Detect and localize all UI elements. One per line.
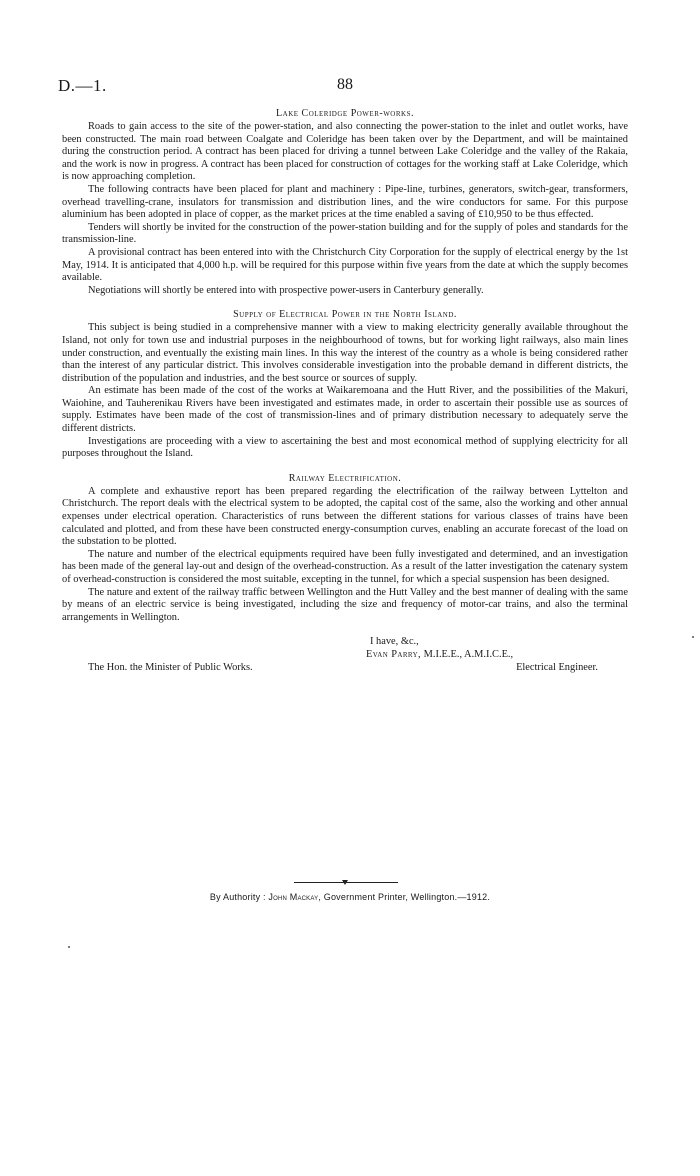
page-number: 88 bbox=[337, 76, 353, 93]
signature-title: Electrical Engineer. bbox=[516, 662, 598, 674]
section-heading: Supply of Electrical Power in the North Island. bbox=[233, 309, 457, 321]
signature-name: Evan Parry, bbox=[366, 649, 422, 661]
paragraph: An estimate has been made of the cost of the works at Waikaremoana and the Hutt River, and the possibilities of the Makuri, Waiohine, and Tauherenikau Rivers have been investigated and estimates made, in order to ascertain their possible use as sources of supply. Estimates have been made of the cost of transmission-lines and of primary distribution necessary to adequately serve the different districts. bbox=[62, 385, 628, 435]
section-heading: Railway Electrification. bbox=[288, 472, 402, 484]
document-code: D.—1. bbox=[58, 76, 107, 95]
paragraph: Roads to gain access to the site of the power-station, and also connecting the power-station to the inlet and outlet works, have been constructed. The main road between Coalgate and Coleridge has been taken over by the Department, and will be maintained during the construction period. A contract has been placed for driving a tunnel between Lake Coleridge and the valley of the Rakaia, and the work is now in progress. A contract has been placed for construction of cottages for the working staff at Lake Coleridge, which is now approaching completion. bbox=[62, 121, 628, 183]
section-lake-coleridge bbox=[62, 108, 628, 297]
paragraph: Investigations are proceeding with a view to ascertaining the best and most economical method of supplying electricity for all purposes throughout the Island. bbox=[62, 435, 628, 460]
printer-rule-ornament bbox=[294, 880, 398, 886]
paragraph: The nature and number of the electrical equipments required have been fully investigated and determined, and an investigation has been made of the general lay-out and design of the overhead-construction. As a result of the latter investigation the catenary system of overhead-construction is considered the most suitable, excepting in the tunnel, for which a special suspension has been designed. bbox=[62, 548, 628, 585]
imprint-printer-name: John Mackay, bbox=[268, 892, 322, 902]
signature-credentials: M.I.E.E., A.M.I.C.E., bbox=[423, 649, 514, 661]
scan-speck bbox=[692, 636, 694, 638]
section-railway-electrification bbox=[62, 473, 628, 625]
paragraph: Tenders will shortly be invited for the construction of the power-station building and for the supply of poles and standards for the transmission-line. bbox=[62, 221, 628, 246]
paragraph: Negotiations will shortly be entered into with prospective power-users in Canterbury generally. bbox=[88, 284, 484, 296]
document-page bbox=[58, 72, 628, 692]
recipient: The Hon. the Minister of Public Works. bbox=[88, 662, 253, 674]
paragraph: A provisional contract has been entered into with the Christchurch City Corporation for the supply of electrical energy by the 1st May, 1914. It is anticipated that 4,000 h.p. will be required for this purpose within five years from the date at which the supply becomes available. bbox=[62, 246, 628, 284]
paragraph: The nature and extent of the railway traffic between Wellington and the Hutt Valley and the best manner of dealing with the same by means of an electric service is being investigated, including the size and frequency of motor-car trains, and also the terminal arrangements in Wellington. bbox=[62, 586, 628, 623]
imprint-suffix: Government Printer, Wellington.—1912. bbox=[323, 892, 491, 902]
signoff-block bbox=[62, 636, 628, 692]
section-north-island-supply bbox=[62, 309, 628, 461]
section-heading: Lake Coleridge Power-works. bbox=[276, 108, 414, 119]
scan-speck bbox=[68, 946, 70, 948]
paragraph: A complete and exhaustive report has been prepared regarding the electrification of the railway between Lyttelton and Christchurch. The report deals with the electrical system to be adopted, the capital cost of the same, also the working and other annual expenses under electrical operation. Characteristics of runs between the different stations for various classes of trains have been calculated and plotted, and from these have been constructed energy-consumption curves, enabling an accurate forecast of the load on the substation to be plotted. bbox=[62, 485, 628, 548]
printer-imprint bbox=[0, 892, 700, 902]
signature-line bbox=[366, 649, 513, 662]
page-header bbox=[58, 72, 628, 98]
paragraph: This subject is being studied in a comprehensive manner with a view to making electricity generally available throughout the Island, not only for town use and industrial purposes in the neighbourhood of towns, but for working light railways, also main lines under construction, and eventually the existing main lines. In this way the interest of the country as a whole is being considered rather than the interest of any particular district. This involves considerable investigation into the probable demand in different districts, the distribution of the population and industries, and the best source or sources of supply. bbox=[62, 322, 628, 384]
paragraph: The following contracts have been placed for plant and machinery : Pipe-line, turbines, generators, switch-gear, transformers, overhead travelling-crane, insulators for transmission and distribution lines, and the wire conductors for same. For this purpose aluminium has been adopted in place of copper, as the market prices at the time enabled a saving of £10,950 to be thus effected. bbox=[62, 183, 628, 221]
closing-salutation: I have, &c., bbox=[370, 636, 419, 648]
imprint-prefix: By Authority : bbox=[209, 892, 266, 902]
